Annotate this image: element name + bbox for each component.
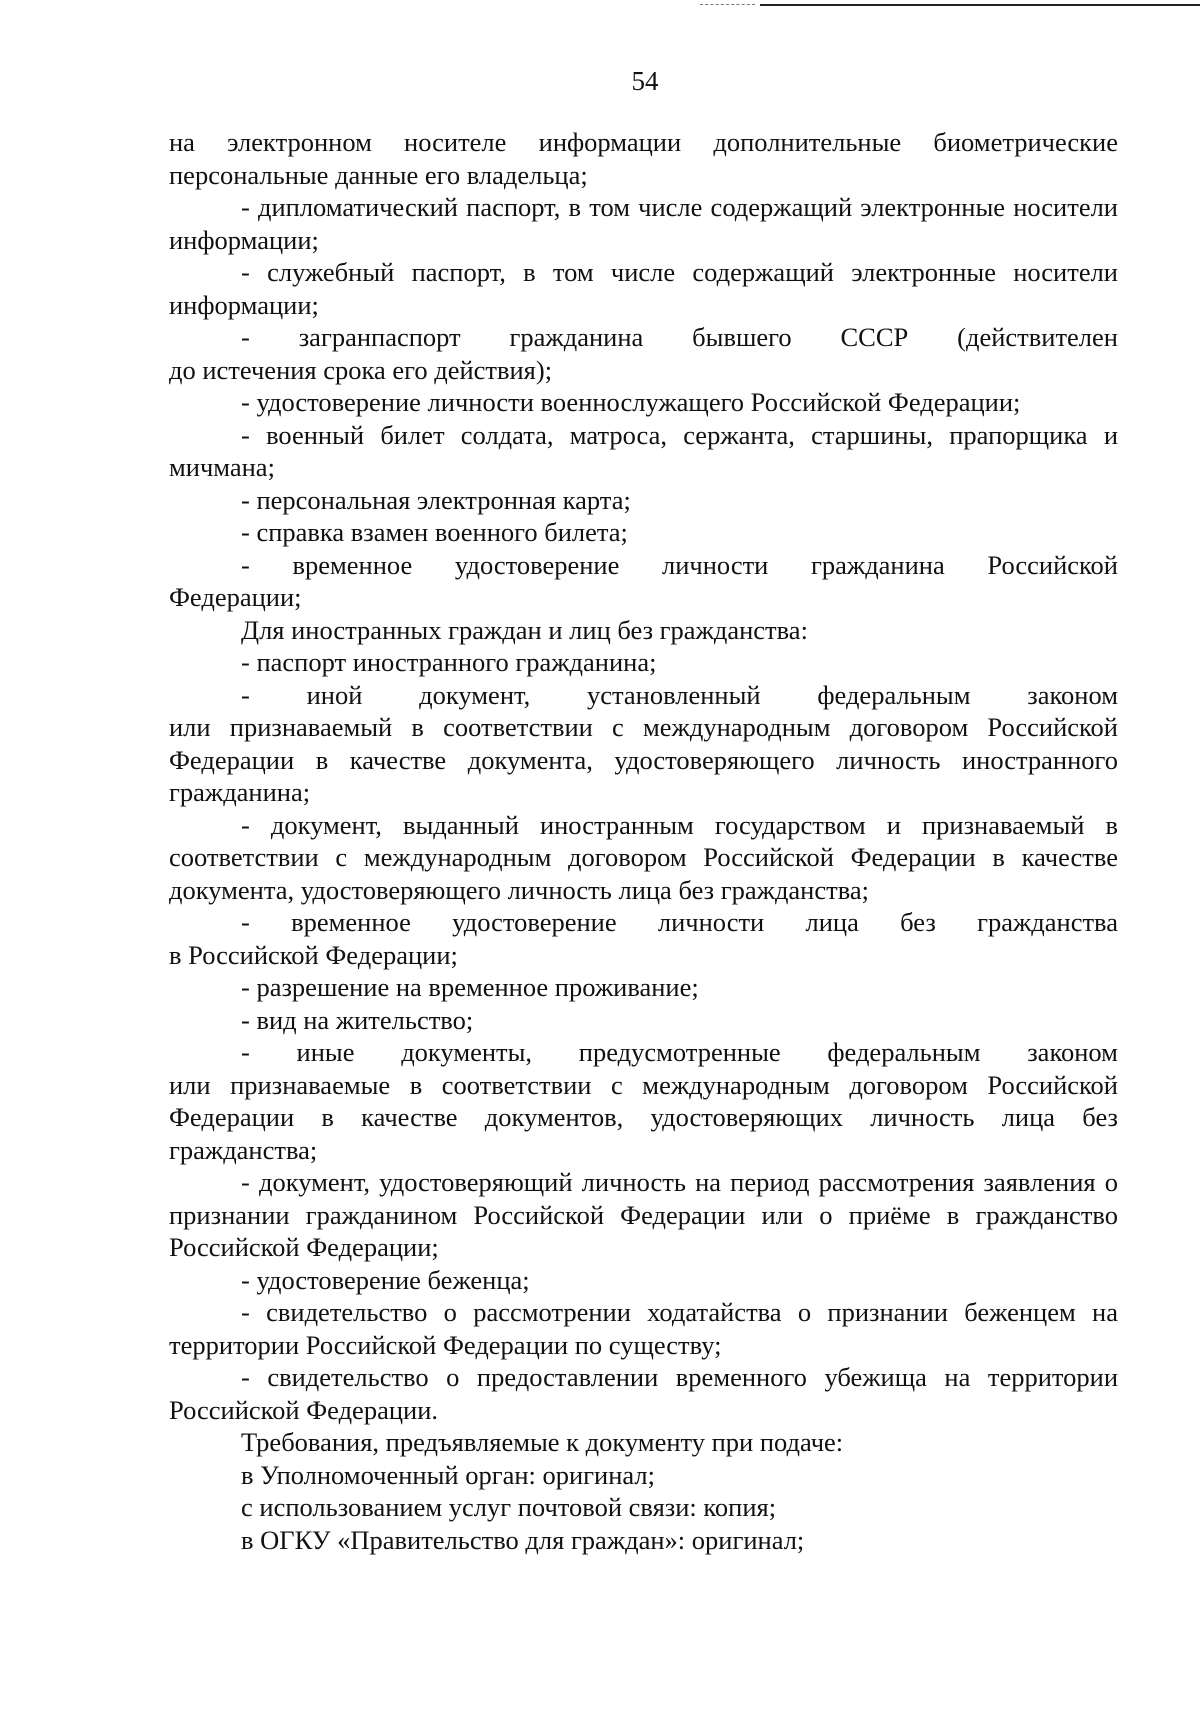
word: временное [291,907,411,937]
paragraph-first-line [169,679,1118,712]
paragraph: в ОГКУ «Правительство для граждан»: оригинал; [241,1524,805,1555]
paragraph: - разрешение на временное проживание; [241,972,699,1002]
page-number: 54 [631,66,659,96]
paragraph-continuation: в Российской Федерации; [169,939,458,970]
paragraph: в Уполномоченный орган: оригинал; [241,1459,655,1490]
word: удостоверение [452,907,617,937]
word: документы, [401,1037,533,1067]
word: удостоверение [454,549,620,580]
word: Российской [987,549,1118,580]
word: гражданина [811,549,945,580]
paragraph: - военный билет солдата, матроса, сержанта, старшины, прапорщика и мичмана; [169,419,1118,482]
word: иные [296,1037,355,1067]
paragraph: - документ, удостоверяющий личность на период рассмотрения заявления о признании гражданином Российской Федерации или о приёме в гражданство Российской Федерации; [169,1167,1118,1262]
word: - [241,679,250,710]
word: лица [805,907,859,937]
paragraph [169,679,1118,809]
word: (действителен [957,322,1118,352]
scan-top-rule [760,4,1200,6]
paragraph: - дипломатический паспорт, в том числе содержащий электронные носители информации; [169,192,1118,255]
word: установленный [586,679,761,710]
word: СССР [840,322,909,352]
paragraph [169,549,1118,614]
paragraph [169,321,1118,386]
word: загранпаспорт [298,322,461,352]
word: гражданства [977,907,1118,937]
paragraph: - паспорт иностранного гражданина; [241,647,657,677]
word: федеральным [817,679,971,710]
paragraph-continuation: или признаваемые в соответствии с международным договором Российской Федерации в качестве документов, удостоверяющих личность лица без гражданства; [169,1069,1118,1165]
paragraph-continuation: до истечения срока его действия); [169,354,553,385]
paragraph: - удостоверение личности военнослужащего Российской Федерации; [241,387,1021,417]
paragraph-continuation: Федерации; [169,582,302,612]
paragraph: Требования, предъявляемые к документу при подаче: [241,1427,844,1457]
paragraph-continued: на электронном носителе информации дополнительные биометрические персональные данные его владельца; [169,127,1118,190]
word: временное [292,549,413,580]
word: - [241,322,250,352]
word: личности [662,549,769,580]
paragraph-first-line [169,321,1118,354]
word: личности [657,907,765,937]
word: законом [1027,679,1118,710]
paragraph: - свидетельство о предоставлении временного убежища на территории Российской Федерации. [169,1362,1118,1425]
word: гражданина [509,322,644,352]
word: - [241,549,250,580]
paragraph: с использованием услуг почтовой связи: копия; [241,1492,777,1522]
paragraph-first-line [169,1036,1118,1069]
word: бывшего [692,322,792,352]
paragraph: - свидетельство о рассмотрении ходатайства о признании беженцем на территории Российской Федерации по существу; [169,1297,1118,1360]
paragraph [169,1036,1118,1166]
word: - [241,1037,250,1067]
paragraph-first-line [169,549,1118,582]
paragraph [169,906,1118,971]
document-body [169,126,1118,1556]
paragraph-continuation: или признаваемый в соответствии с международным договором Российской Федерации в качестве документа, удостоверяющего личность иностранного гражданина; [169,712,1118,807]
word: документ, [419,679,531,710]
word: без [900,907,936,937]
word: федеральным [827,1037,981,1067]
paragraph: - документ, выданный иностранным государством и признаваемый в соответствии с международным договором Российской Федерации в качестве документа, удостоверяющего личность лица без гражданства; [169,809,1118,905]
paragraph: - удостоверение беженца; [241,1264,530,1295]
paragraph-first-line [169,906,1118,939]
paragraph: - справка взамен военного билета; [241,517,628,547]
word: иной [306,679,363,710]
word: законом [1027,1037,1118,1067]
scan-top-mark [700,4,755,6]
paragraph: - служебный паспорт, в том числе содержащий электронные носители информации; [169,257,1118,320]
paragraph: - персональная электронная карта; [241,484,631,515]
word: - [241,907,250,937]
word: предусмотренные [578,1037,781,1067]
paragraph: - вид на жительство; [241,1004,474,1035]
paragraph: Для иностранных граждан и лиц без гражданства: [241,614,808,645]
